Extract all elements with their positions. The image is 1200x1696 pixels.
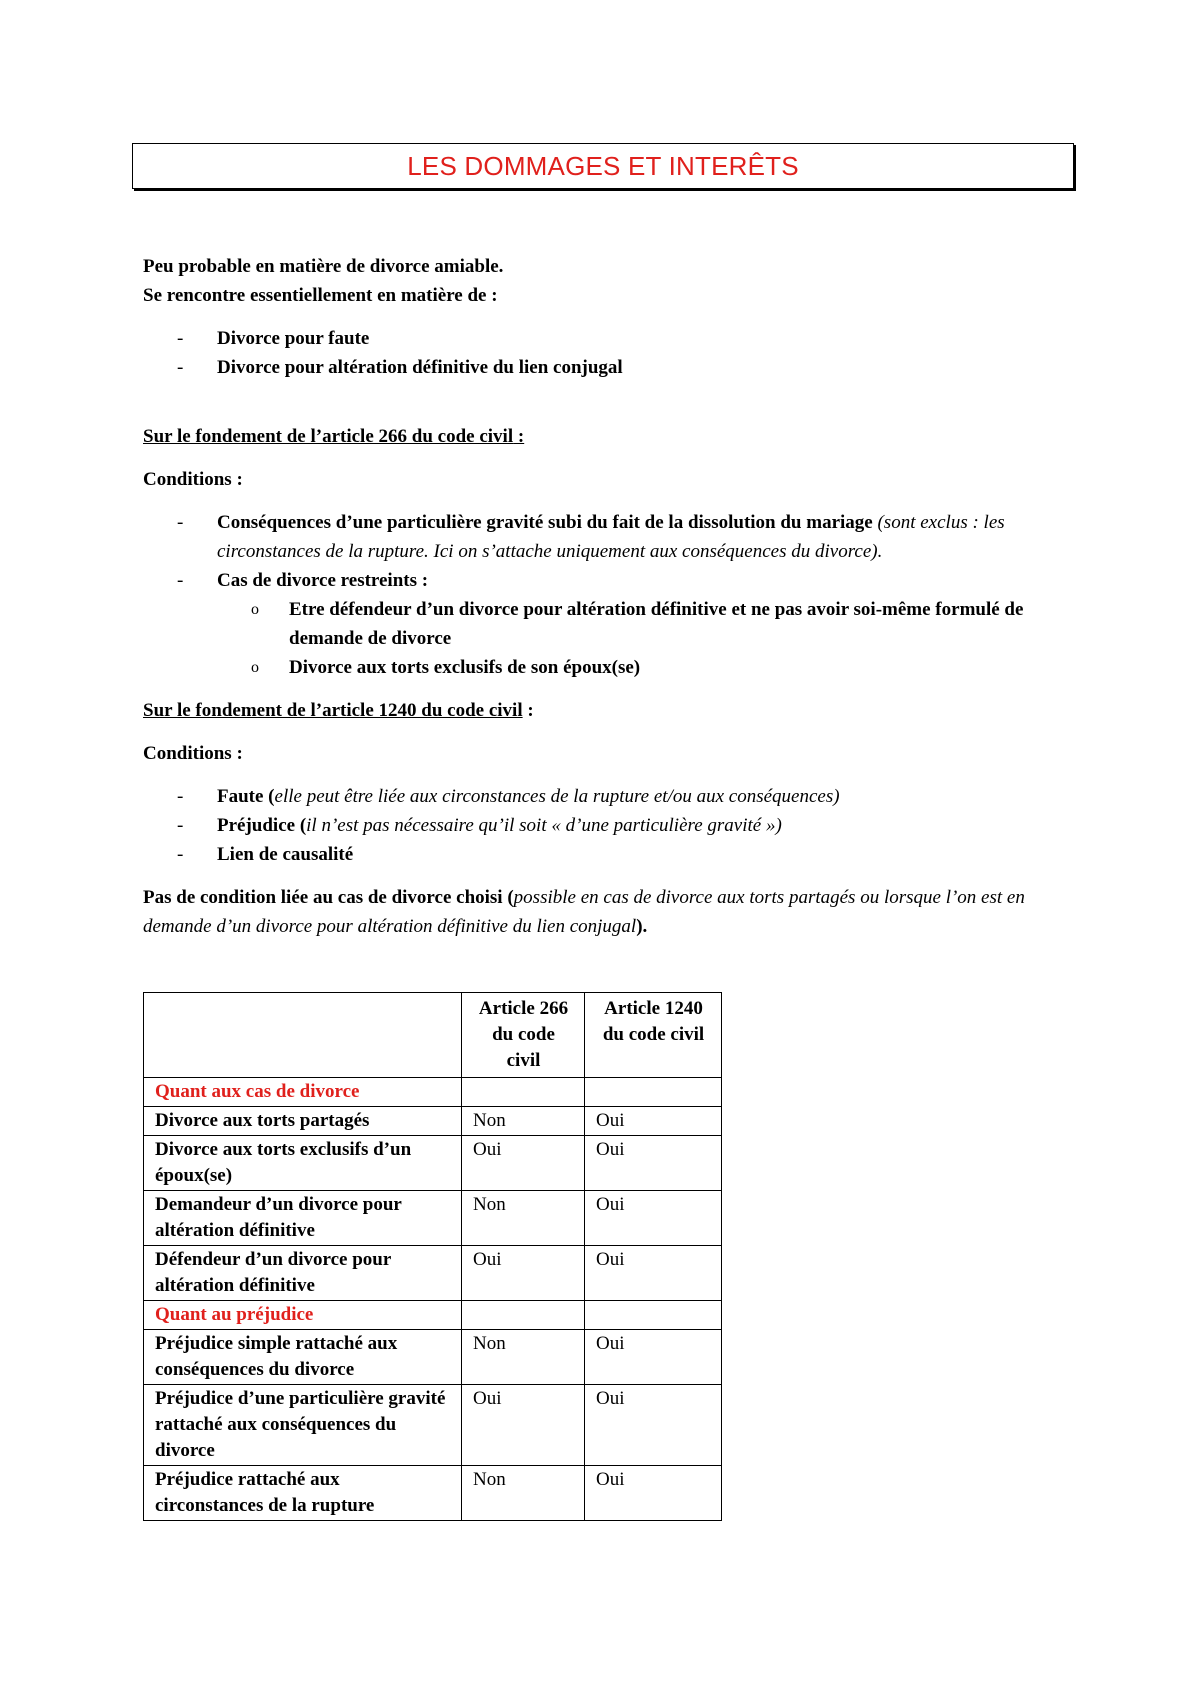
intro-list: [143, 324, 1073, 382]
dash-bullet: -: [177, 844, 184, 865]
table-row: Divorce aux torts partagés Non Oui: [144, 1107, 722, 1136]
intro-line-1: Peu probable en matière de divorce amiable.: [143, 256, 504, 277]
header-cell-empty: [144, 993, 462, 1078]
dash-bullet: -: [177, 512, 184, 533]
list-item: - Préjudice (il n’est pas nécessaire qu’il soit « d’une particulière gravité »): [143, 811, 1073, 840]
dash-bullet: -: [177, 357, 184, 378]
table-section-row: Quant au préjudice: [144, 1301, 722, 1330]
dash-bullet: -: [177, 815, 184, 836]
dash-bullet: -: [177, 570, 184, 591]
table-row: Demandeur d’un divorce pour altération définitive Non Oui: [144, 1191, 722, 1246]
list-item: - Conséquences d’une particulière gravité subi du fait de la dissolution du mariage (sont exclus : les circonstances de la rupture. Ici on s’attache uniquement aux conséquences du divorce).: [143, 508, 1073, 566]
document-body: [143, 252, 1073, 941]
header-cell-article-1240: Article 1240 du code civil: [585, 993, 722, 1078]
table-row: Préjudice simple rattaché aux conséquences du divorce Non Oui: [144, 1330, 722, 1385]
dash-bullet: -: [177, 328, 184, 349]
sub-list-item: o Etre défendeur d’un divorce pour altération définitive et ne pas avoir soi-même formulé de demande de divorce: [217, 595, 1073, 653]
list-item: - Lien de causalité: [143, 840, 1073, 869]
conditions-label-266: Conditions :: [143, 469, 243, 490]
table-row: Défendeur d’un divorce pour altération définitive Oui Oui: [144, 1246, 722, 1301]
table-row: Divorce aux torts exclusifs d’un époux(se) Oui Oui: [144, 1136, 722, 1191]
table-section-row: Quant aux cas de divorce: [144, 1078, 722, 1107]
comparison-table: [143, 992, 722, 1521]
table-row: Préjudice d’une particulière gravité rattaché aux conséquences du divorce Oui Oui: [144, 1385, 722, 1466]
dash-bullet: -: [177, 786, 184, 807]
intro-line-2: Se rencontre essentiellement en matière de :: [143, 285, 498, 306]
list-item: - Cas de divorce restreints : o Etre défendeur d’un divorce pour altération définitive et ne pas avoir soi-même formulé de demande de divorce o Divorce aux torts exclusifs de son époux(se): [143, 566, 1073, 682]
table-header-row: [144, 993, 722, 1078]
circle-bullet: o: [251, 601, 259, 618]
conditions-label-1240: Conditions :: [143, 743, 243, 764]
title-box: [132, 143, 1074, 189]
sub-list-item: o Divorce aux torts exclusifs de son époux(se): [217, 653, 1073, 682]
list-item: - Faute (elle peut être liée aux circonstances de la rupture et/ou aux conséquences): [143, 782, 1073, 811]
closing-paragraph: Pas de condition liée au cas de divorce choisi (possible en cas de divorce aux torts partagés ou lorsque l’on est en demande d’un divorce pour altération définitive du lien conjugal).: [143, 887, 1025, 937]
conditions-list-266: [143, 508, 1073, 682]
sub-list: [217, 595, 1073, 682]
list-item: - Divorce pour faute: [143, 324, 1073, 353]
heading-article-266: Sur le fondement de l’article 266 du code civil :: [143, 426, 525, 447]
header-cell-article-266: Article 266 du code civil: [462, 993, 585, 1078]
list-item: - Divorce pour altération définitive du lien conjugal: [143, 353, 1073, 382]
document-title: LES DOMMAGES ET INTERÊTS: [407, 150, 799, 181]
table-row: Préjudice rattaché aux circonstances de la rupture Non Oui: [144, 1466, 722, 1521]
heading-article-1240: Sur le fondement de l’article 1240 du code civil :: [143, 700, 534, 721]
circle-bullet: o: [251, 659, 259, 676]
conditions-list-1240: [143, 782, 1073, 869]
